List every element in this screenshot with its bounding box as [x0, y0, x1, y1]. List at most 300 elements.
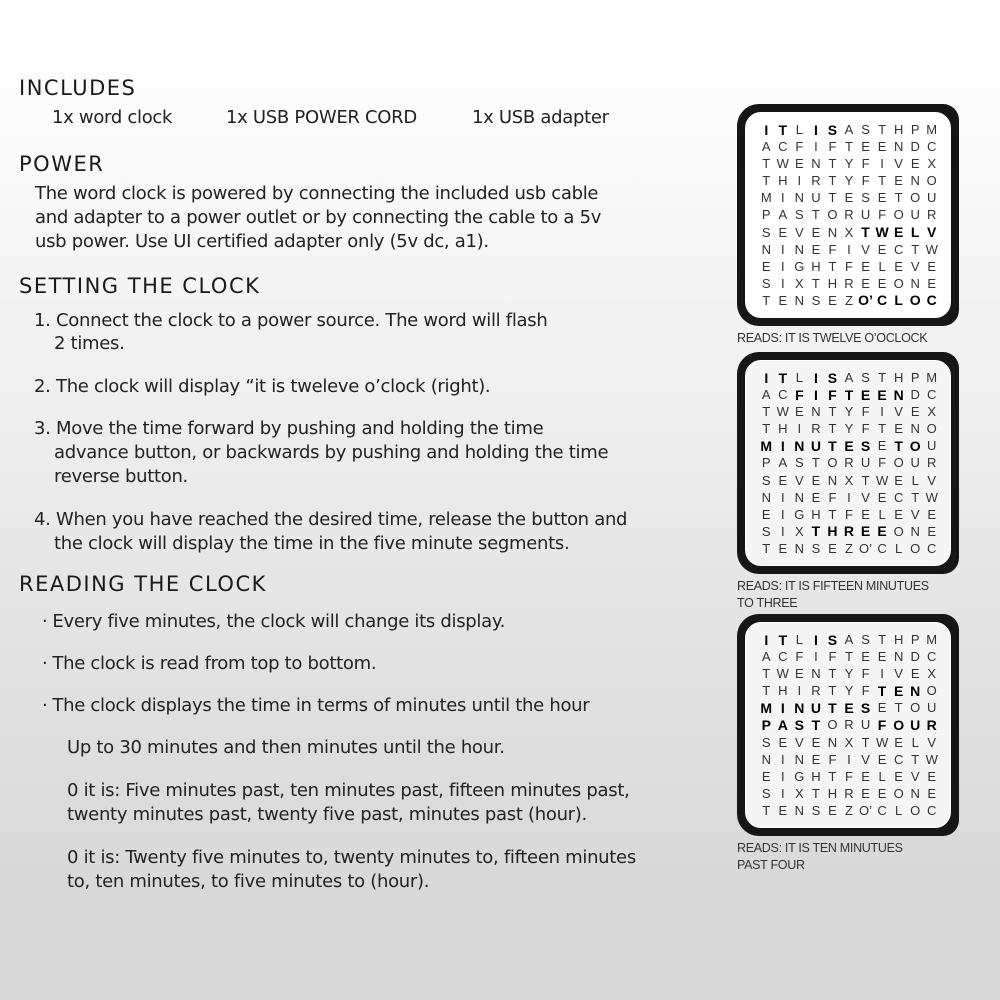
grid-letter: C	[877, 540, 887, 556]
grid-letter: S	[761, 472, 771, 488]
grid-letter: P	[761, 455, 771, 471]
grid-letter: F	[845, 768, 853, 784]
grid-letter: T	[828, 258, 837, 274]
grid-letter: I	[847, 489, 851, 505]
grid-letter: S	[761, 523, 771, 539]
grid-letter: T	[911, 489, 920, 505]
grid-letter: W	[776, 156, 789, 172]
grid-letter: N	[827, 472, 838, 488]
grid-letter: E	[778, 734, 788, 750]
grid-letter-lit: S	[794, 716, 805, 733]
grid-letter-lit: L	[910, 224, 920, 241]
grid-letter-lit: E	[844, 699, 854, 716]
reading-bullet: · The clock displays the time in terms of minutes until the hour	[42, 694, 589, 718]
grid-letter: E	[811, 241, 821, 257]
caption-line: PAST FOUR	[737, 858, 805, 872]
grid-letter: E	[861, 275, 870, 291]
reading-note: Up to 30 minutes and then minutes until the hour.	[67, 737, 505, 758]
grid-letter: T	[828, 683, 837, 699]
grid-letter: F	[861, 683, 870, 699]
grid-letter: F	[861, 173, 870, 189]
grid-letter: T	[828, 156, 837, 172]
grid-letter: S	[861, 370, 870, 386]
grid-letter: E	[811, 489, 821, 505]
grid-letter: F	[861, 666, 870, 682]
reading-note-cont: twenty minutes past, twenty five past, minutes past (hour).	[67, 804, 587, 825]
grid-letter-lit: T	[778, 631, 788, 648]
grid-letter: E	[778, 292, 788, 308]
grid-letter-lit: L	[894, 292, 903, 309]
grid-letter: N	[794, 802, 805, 818]
grid-letter: N	[794, 292, 805, 308]
grid-letter: A	[844, 122, 854, 138]
grid-letter-lit: S	[827, 631, 838, 648]
grid-letter: G	[794, 506, 805, 522]
grid-letter: S	[795, 455, 804, 471]
setting-step-3-cont: advance button, or backwards by pushing and holding the time	[54, 442, 609, 463]
grid-letter: R	[844, 207, 854, 223]
grid-letter: S	[761, 275, 771, 291]
grid-letter: L	[878, 768, 886, 784]
grid-letter: O	[893, 785, 904, 801]
grid-letter: L	[795, 370, 803, 386]
grid-letter: T	[762, 421, 771, 437]
grid-letter: O	[827, 717, 838, 733]
grid-letter: O	[926, 421, 937, 437]
grid-letter: E	[894, 173, 903, 189]
grid-letter: T	[845, 139, 853, 155]
grid-letter: E	[927, 523, 937, 539]
grid-letter: F	[795, 139, 804, 155]
include-item-word-clock: 1x word clock	[52, 107, 173, 128]
grid-letter-lit: I	[813, 631, 818, 648]
grid-letter-lit: M	[760, 699, 773, 716]
grid-letter: H	[811, 768, 821, 784]
grid-letter: X	[844, 224, 854, 240]
grid-letter: E	[861, 506, 870, 522]
grid-letter-lit: E	[877, 523, 887, 540]
grid-letter: P	[910, 370, 920, 386]
letter-grid	[745, 360, 951, 566]
grid-letter: L	[911, 734, 919, 750]
grid-letter: E	[894, 258, 903, 274]
grid-letter-lit: S	[827, 121, 838, 138]
grid-letter: G	[794, 258, 805, 274]
grid-letter: F	[828, 649, 837, 665]
grid-letter: L	[878, 258, 886, 274]
grid-letter: N	[794, 751, 805, 767]
grid-letter-lit: T	[778, 369, 788, 386]
grid-letter: C	[927, 139, 937, 155]
reading-bullet: · Every five minutes, the clock will change its display.	[42, 610, 505, 634]
grid-letter: T	[762, 666, 771, 682]
grid-letter: E	[894, 421, 903, 437]
caption-line: READS: IT IS TWELVE O’OCLOCK	[737, 331, 928, 345]
grid-letter-lit: T	[828, 437, 837, 454]
grid-letter-lit: T	[778, 121, 788, 138]
grid-letter: N	[910, 421, 920, 437]
grid-letter: N	[794, 241, 805, 257]
grid-letter: I	[780, 768, 785, 784]
grid-letter: T	[845, 649, 853, 665]
grid-letter: Z	[845, 292, 853, 308]
grid-letter: C	[927, 649, 937, 665]
grid-letter: S	[811, 540, 821, 556]
grid-letter: X	[927, 404, 937, 420]
grid-letter: V	[927, 472, 937, 488]
grid-letter: I	[780, 190, 785, 206]
grid-letter-lit: F	[877, 716, 887, 733]
grid-letter: F	[878, 455, 887, 471]
letter-grid	[745, 622, 951, 828]
grid-letter: C	[778, 139, 788, 155]
grid-letter: O	[893, 275, 904, 291]
grid-letter: O	[827, 207, 838, 223]
grid-letter: T	[762, 156, 771, 172]
grid-letter: V	[861, 489, 870, 505]
grid-letter: E	[877, 751, 887, 767]
grid-letter: U	[927, 438, 937, 454]
grid-letter: E	[761, 258, 771, 274]
grid-letter: F	[845, 506, 853, 522]
grid-letter: N	[910, 785, 920, 801]
grid-letter: N	[794, 190, 805, 206]
grid-letter: A	[778, 207, 788, 223]
grid-letter-lit: I	[764, 631, 769, 648]
grid-letter: W	[776, 404, 789, 420]
setting-step-4: 4. When you have reached the desired time, release the button and	[34, 509, 628, 530]
grid-letter: E	[910, 666, 920, 682]
grid-letter: T	[762, 173, 771, 189]
grid-letter: O’	[859, 802, 873, 818]
grid-letter-lit: O	[909, 437, 921, 454]
grid-letter: X	[795, 785, 804, 801]
grid-letter: E	[861, 649, 870, 665]
grid-letter: E	[778, 472, 788, 488]
grid-letter: L	[795, 632, 803, 648]
grid-letter-lit: I	[764, 369, 769, 386]
grid-letter: F	[861, 404, 870, 420]
grid-letter: T	[762, 404, 771, 420]
grid-letter: W	[925, 489, 938, 505]
grid-letter: F	[828, 241, 837, 257]
setting-step-4-cont: the clock will display the time in the five minute segments.	[54, 533, 570, 554]
grid-letter: C	[877, 802, 887, 818]
grid-letter-lit: S	[860, 699, 871, 716]
grid-letter: F	[861, 421, 870, 437]
grid-letter: R	[811, 421, 821, 437]
grid-letter: H	[893, 122, 904, 138]
grid-letter: V	[861, 751, 870, 767]
grid-letter: C	[927, 387, 937, 403]
grid-letter: V	[894, 404, 903, 420]
grid-letter: E	[861, 258, 870, 274]
grid-letter: I	[780, 489, 785, 505]
grid-letter-lit: T	[828, 699, 837, 716]
grid-letter: U	[860, 717, 871, 733]
include-item-usb-adapter: 1x USB adapter	[472, 107, 609, 128]
grid-letter-lit: E	[893, 224, 904, 241]
grid-letter: I	[780, 506, 785, 522]
grid-letter: O	[910, 540, 921, 556]
grid-letter: U	[860, 455, 871, 471]
grid-letter: T	[861, 472, 870, 488]
grid-letter: T	[828, 506, 837, 522]
grid-letter: L	[895, 540, 903, 556]
grid-letter: I	[847, 241, 851, 257]
grid-letter: I	[780, 241, 785, 257]
reading-heading: READING THE CLOCK	[19, 572, 267, 596]
grid-letter: N	[761, 241, 771, 257]
grid-letter: U	[910, 455, 920, 471]
grid-letter: E	[877, 438, 887, 454]
grid-letter: A	[844, 632, 854, 648]
grid-letter: Y	[844, 156, 854, 172]
grid-letter: E	[811, 224, 821, 240]
power-text-line: and adapter to a power outlet or by connecting the cable to a 5v	[35, 207, 602, 228]
grid-letter: H	[827, 785, 838, 801]
grid-letter: T	[911, 751, 920, 767]
grid-letter: E	[877, 489, 887, 505]
grid-letter: F	[878, 207, 887, 223]
grid-letter: E	[927, 258, 937, 274]
clock-caption	[737, 578, 967, 612]
grid-letter: E	[910, 404, 920, 420]
grid-letter: T	[878, 122, 887, 138]
clock-caption	[737, 330, 967, 347]
grid-letter: O	[926, 683, 937, 699]
grid-letter: E	[811, 472, 821, 488]
grid-letter-lit: H	[827, 523, 838, 540]
grid-letter: H	[778, 421, 788, 437]
grid-letter: R	[844, 717, 854, 733]
grid-letter: F	[828, 751, 837, 767]
grid-letter: V	[927, 734, 937, 750]
grid-letter: V	[910, 506, 920, 522]
grid-letter: E	[844, 190, 854, 206]
grid-letter: L	[795, 122, 803, 138]
grid-letter: E	[894, 472, 903, 488]
grid-letter: H	[811, 258, 821, 274]
grid-letter: F	[828, 139, 837, 155]
grid-letter-lit: E	[860, 523, 871, 540]
grid-letter: X	[927, 666, 937, 682]
grid-letter: Y	[844, 173, 854, 189]
grid-letter: O	[893, 523, 904, 539]
grid-letter: P	[761, 207, 771, 223]
grid-letter-lit: M	[760, 437, 773, 454]
grid-letter: V	[894, 156, 903, 172]
grid-letter: E	[811, 751, 821, 767]
grid-letter: R	[844, 275, 854, 291]
grid-letter: C	[893, 489, 904, 505]
grid-letter-lit: A	[777, 716, 788, 733]
grid-letter: L	[878, 506, 886, 522]
grid-letter: E	[894, 734, 903, 750]
grid-letter: U	[860, 207, 871, 223]
grid-letter: C	[927, 540, 937, 556]
grid-letter: E	[927, 275, 937, 291]
grid-letter: T	[894, 190, 903, 206]
grid-letter: Y	[844, 404, 854, 420]
grid-letter-lit: T	[811, 716, 821, 733]
grid-letter: H	[778, 173, 788, 189]
grid-letter-lit: U	[810, 699, 821, 716]
grid-letter: E	[910, 156, 920, 172]
grid-letter: X	[844, 734, 854, 750]
grid-letter: Z	[845, 802, 853, 818]
grid-letter: E	[861, 139, 870, 155]
grid-letter: N	[910, 173, 920, 189]
grid-letter: I	[780, 258, 785, 274]
grid-letter: E	[778, 224, 788, 240]
grid-letter: A	[844, 370, 854, 386]
grid-letter: T	[878, 632, 887, 648]
grid-letter: S	[811, 292, 821, 308]
grid-letter: E	[811, 734, 821, 750]
grid-letter: V	[795, 224, 804, 240]
grid-letter: E	[778, 540, 788, 556]
grid-letter: S	[861, 122, 870, 138]
grid-letter: A	[778, 455, 788, 471]
grid-letter-lit: T	[844, 386, 854, 403]
grid-letter: U	[927, 190, 937, 206]
grid-letter-lit: E	[844, 437, 854, 454]
clock-bezel	[737, 614, 959, 836]
grid-letter: O	[893, 207, 904, 223]
grid-letter: I	[780, 751, 785, 767]
grid-letter: T	[762, 683, 771, 699]
grid-letter: C	[778, 649, 788, 665]
reading-note: 0 it is: Five minutes past, ten minutes past, fifteen minutes past,	[67, 780, 630, 801]
grid-letter-lit: S	[860, 437, 871, 454]
reading-note-cont: to, ten minutes, to five minutes to (hour).	[67, 871, 430, 892]
grid-letter: D	[910, 649, 920, 665]
grid-letter: E	[761, 768, 771, 784]
grid-letter: E	[894, 768, 903, 784]
grid-letter: C	[893, 751, 904, 767]
grid-letter: E	[761, 506, 771, 522]
grid-letter-lit: U	[810, 437, 821, 454]
setting-step-3: 3. Move the time forward by pushing and holding the time	[34, 418, 544, 439]
grid-letter: O	[893, 455, 904, 471]
caption-line: READS: IT IS TEN MINUTUES	[737, 841, 903, 855]
grid-letter: T	[828, 190, 837, 206]
grid-letter: T	[762, 292, 771, 308]
grid-letter-lit: O	[893, 716, 905, 733]
grid-letter: I	[780, 523, 785, 539]
grid-letter: N	[794, 489, 805, 505]
reading-bullet: · The clock is read from top to bottom.	[42, 652, 376, 676]
grid-letter: W	[925, 751, 938, 767]
grid-letter: O	[910, 802, 921, 818]
word-clock-ten-past-four	[737, 614, 959, 874]
grid-letter: I	[780, 785, 785, 801]
grid-letter-lit: R	[843, 523, 855, 540]
grid-letter: E	[877, 649, 887, 665]
setting-step-1-cont: 2 times.	[54, 333, 125, 354]
grid-letter: T	[762, 802, 771, 818]
grid-letter: R	[811, 683, 821, 699]
grid-letter: H	[811, 506, 821, 522]
setting-step-2: 2. The clock will display “it is tweleve o’clock (right).	[34, 376, 491, 397]
grid-letter: M	[926, 370, 938, 386]
grid-letter-lit: N	[794, 437, 805, 454]
grid-letter: V	[910, 768, 920, 784]
grid-letter: S	[795, 207, 804, 223]
grid-letter: I	[880, 404, 884, 420]
grid-letter: U	[811, 190, 821, 206]
grid-letter: A	[761, 387, 771, 403]
grid-letter: R	[927, 207, 937, 223]
grid-letter: E	[778, 802, 788, 818]
grid-letter: X	[795, 523, 804, 539]
grid-letter-lit: N	[893, 386, 904, 403]
grid-letter: O	[910, 700, 921, 716]
grid-letter: F	[845, 258, 853, 274]
grid-letter-lit: I	[813, 369, 818, 386]
grid-letter: V	[861, 241, 870, 257]
grid-letter: N	[910, 275, 920, 291]
grid-letter-lit: E	[893, 682, 904, 699]
grid-letter-lit: T	[811, 523, 821, 540]
grid-letter: T	[762, 540, 771, 556]
grid-letter-lit: O	[909, 292, 921, 309]
grid-letter: Y	[844, 683, 854, 699]
grid-letter: N	[827, 734, 838, 750]
grid-letter: I	[814, 139, 818, 155]
grid-letter: S	[861, 632, 870, 648]
grid-letter: T	[811, 275, 820, 291]
grid-letter-lit: E	[877, 386, 887, 403]
grid-letter: X	[927, 156, 937, 172]
grid-letter: I	[797, 173, 802, 189]
grid-letter: R	[927, 455, 937, 471]
grid-letter: G	[794, 768, 805, 784]
grid-letter: O	[926, 173, 937, 189]
grid-letter-lit: I	[780, 699, 785, 716]
grid-letter: R	[844, 785, 854, 801]
grid-letter: M	[926, 632, 938, 648]
grid-letter: D	[910, 139, 920, 155]
clock-bezel	[737, 352, 959, 574]
grid-letter: N	[811, 404, 821, 420]
grid-letter: S	[761, 785, 771, 801]
grid-letter: F	[861, 156, 870, 172]
grid-letter: I	[780, 275, 785, 291]
grid-letter: T	[861, 734, 870, 750]
grid-letter-lit: I	[764, 121, 769, 138]
grid-letter-lit: C	[877, 292, 888, 309]
grid-letter-lit: U	[910, 716, 921, 733]
grid-letter-lit: W	[875, 224, 889, 241]
grid-letter: T	[811, 207, 820, 223]
grid-letter: I	[880, 666, 884, 682]
clock-caption	[737, 840, 967, 874]
grid-letter: H	[778, 683, 788, 699]
grid-letter: O	[827, 455, 838, 471]
grid-letter-lit: N	[910, 682, 921, 699]
grid-letter: E	[877, 241, 887, 257]
grid-letter: E	[877, 785, 887, 801]
grid-letter: T	[878, 421, 887, 437]
grid-letter: E	[795, 404, 804, 420]
grid-letter: U	[910, 207, 920, 223]
reading-note: 0 it is: Twenty five minutes to, twenty minutes to, fifteen minutes	[67, 847, 636, 868]
grid-letter-lit: F	[795, 386, 804, 403]
grid-letter: T	[828, 173, 837, 189]
grid-letter: W	[925, 241, 938, 257]
